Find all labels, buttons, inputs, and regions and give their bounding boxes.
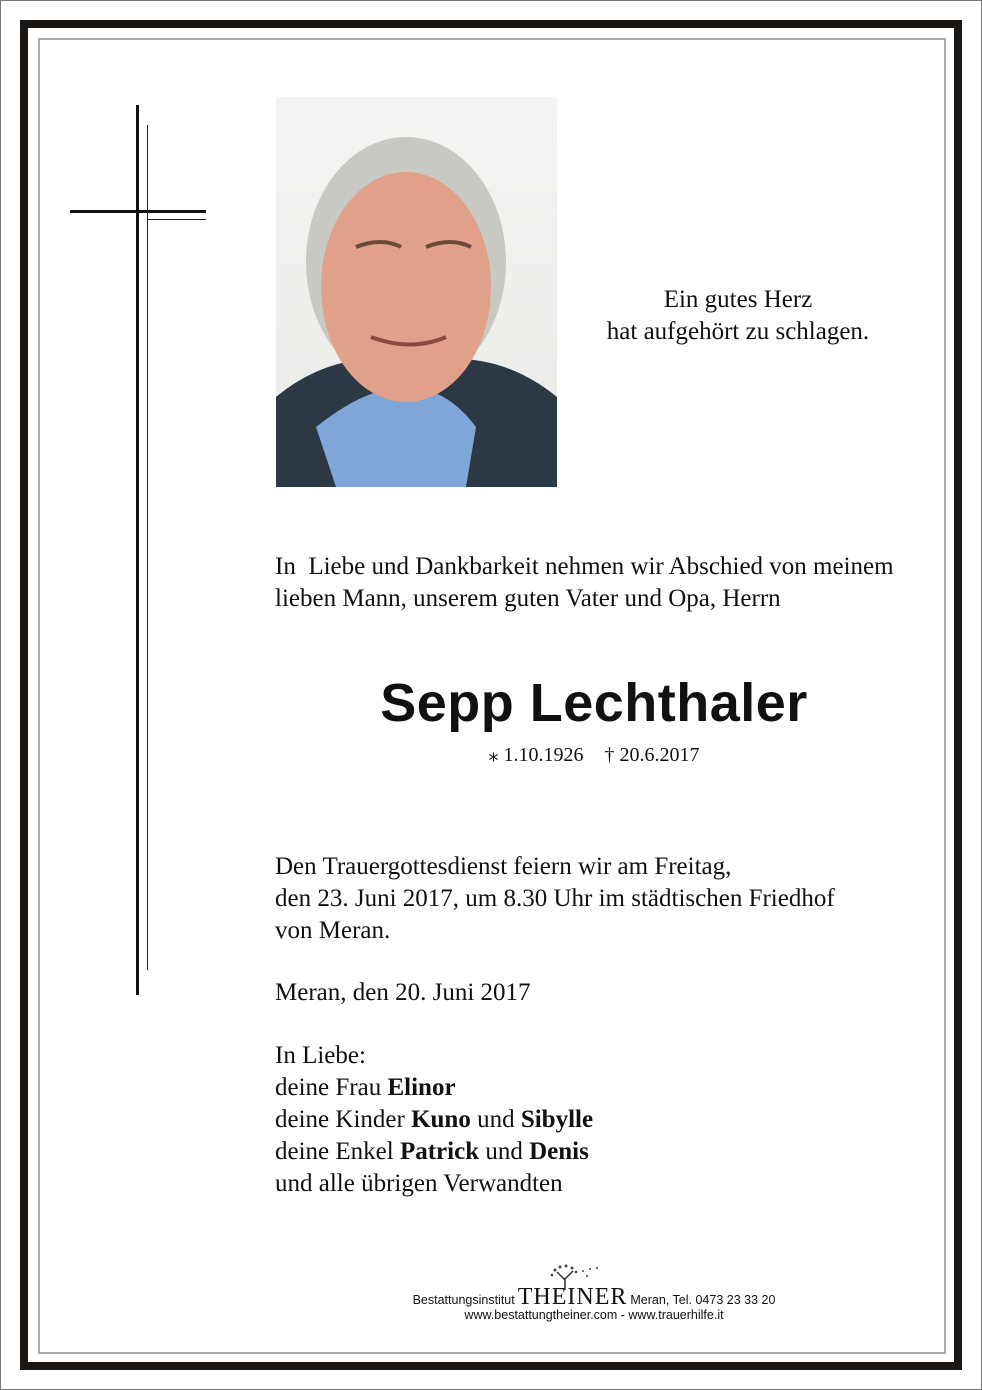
footer-contact: Meran, Tel. 0473 23 33 20 [630, 1293, 776, 1307]
intro-text [275, 551, 894, 615]
mourner-line: und alle übrigen Verwandten [275, 1170, 563, 1197]
mourners-heading: In Liebe: [275, 1042, 366, 1069]
quote-line: Ein gutes Herz [663, 286, 813, 313]
funeral-home-footer [300, 1284, 888, 1323]
service-line: von Meran. [275, 917, 391, 944]
life-dates [300, 742, 888, 767]
service-line: den 23. Juni 2017, um 8.30 Uhr im städtischen Friedhof [275, 885, 835, 912]
intro-line: lieben Mann, unserem guten Vater und Opa, Herrn [275, 585, 781, 612]
mourner-line: deine Frau Elinor [275, 1074, 456, 1101]
intro-line: In Liebe und Dankbarkeit nehmen wir Abschied von meinem [275, 553, 894, 580]
footer-websites: www.bestattungtheiner.com - www.trauerhilfe.it [464, 1308, 724, 1322]
death-date: † 20.6.2017 [604, 744, 700, 766]
mourners [275, 1040, 593, 1200]
footer-pre: Bestattungsinstitut [412, 1293, 515, 1307]
service-line: Den Trauergottesdienst feiern wir am Freitag, [275, 853, 732, 880]
mourner-line: deine Kinder Kuno und Sibylle [275, 1106, 594, 1133]
brand-name: THEINER [517, 1284, 628, 1310]
portrait-photo [276, 97, 557, 487]
birth-date: ⁎ 1.10.1926 [488, 744, 584, 766]
quote-line: hat aufgehört zu schlagen. [606, 318, 870, 345]
deceased-name: Sepp Lechthaler [380, 673, 808, 733]
service-text [275, 851, 835, 947]
mourner-line: deine Enkel Patrick und Denis [275, 1138, 589, 1165]
quote [560, 284, 916, 348]
place-date: Meran, den 20. Juni 2017 [275, 979, 531, 1006]
